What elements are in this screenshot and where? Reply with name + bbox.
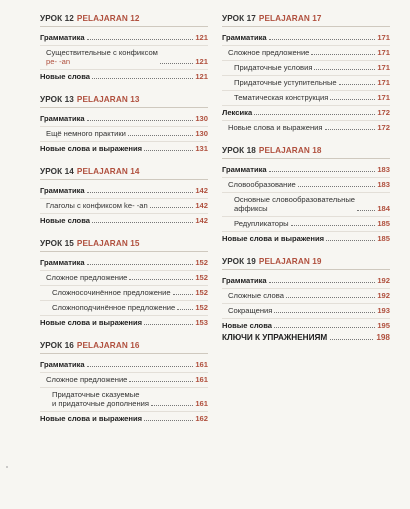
leader-dots bbox=[330, 339, 373, 340]
leader-dots bbox=[128, 135, 193, 136]
lesson-number-id: PELAJARAN 18 bbox=[258, 146, 322, 155]
toc-entry-title bbox=[222, 93, 328, 102]
lesson-block bbox=[222, 14, 390, 135]
lesson-number-id: PELAJARAN 12 bbox=[76, 14, 140, 23]
lesson-number-id: PELAJARAN 14 bbox=[76, 167, 140, 176]
lesson-block bbox=[40, 167, 208, 228]
toc-entry-text-line2: и придаточные дополнения bbox=[52, 399, 150, 408]
toc-entry-page: 195 bbox=[377, 321, 390, 330]
toc-entry-text: Придаточные сказуемые bbox=[52, 390, 140, 399]
toc-entry bbox=[222, 121, 390, 135]
toc-entry-title bbox=[222, 180, 296, 189]
toc-entry-text: Существительные с конфиксом bbox=[46, 48, 158, 57]
lesson-block bbox=[40, 341, 208, 426]
toc-entry-title bbox=[40, 201, 148, 210]
lesson-block bbox=[222, 257, 390, 333]
toc-entry bbox=[40, 142, 208, 156]
toc-entry-title bbox=[40, 258, 85, 267]
lesson-number-ru: УРОК 19 bbox=[222, 257, 256, 266]
toc-entry bbox=[40, 214, 208, 228]
toc-entry-page: 152 bbox=[195, 288, 208, 297]
leader-dots bbox=[269, 39, 376, 40]
lesson-number-ru: УРОК 12 bbox=[40, 14, 74, 23]
leader-dots bbox=[144, 324, 193, 325]
lesson-heading bbox=[40, 95, 208, 108]
toc-entry-text: Новые слова и выражения bbox=[222, 234, 325, 243]
toc-entry-text: Грамматика bbox=[40, 33, 85, 42]
lesson-number-id: PELAJARAN 16 bbox=[76, 341, 140, 350]
toc-entry-text: Лексика bbox=[222, 108, 253, 117]
toc-entry bbox=[40, 358, 208, 373]
leader-dots bbox=[326, 240, 375, 241]
toc-entry-title bbox=[40, 72, 90, 81]
toc-entry bbox=[222, 319, 390, 333]
toc-entry bbox=[40, 286, 208, 301]
leader-dots bbox=[330, 99, 375, 100]
toc-entry-text: Новые слова bbox=[40, 216, 90, 225]
toc-entry-text: Сокращения bbox=[228, 306, 273, 315]
toc-entry-text: Грамматика bbox=[40, 186, 85, 195]
toc-entry-title bbox=[222, 165, 267, 174]
toc-entry-title bbox=[40, 390, 149, 408]
leader-dots bbox=[339, 84, 376, 85]
toc-entry-page: 121 bbox=[195, 33, 208, 42]
toc-entry bbox=[222, 193, 390, 217]
toc-entry bbox=[40, 112, 208, 127]
toc-entry-text: Грамматика bbox=[40, 360, 85, 369]
lesson-heading bbox=[40, 239, 208, 252]
lesson-heading bbox=[40, 167, 208, 180]
toc-entry-text: Новые слова и выражения bbox=[40, 318, 143, 327]
leader-dots bbox=[151, 405, 193, 406]
toc-entry bbox=[222, 232, 390, 246]
leader-dots bbox=[87, 192, 194, 193]
answer-keys-entry bbox=[222, 333, 390, 342]
toc-entry bbox=[40, 412, 208, 426]
lesson-number-ru: УРОК 15 bbox=[40, 239, 74, 248]
lesson-number-id: PELAJARAN 17 bbox=[258, 14, 322, 23]
toc-entry-title bbox=[40, 129, 126, 138]
toc-entry-page: 185 bbox=[377, 219, 390, 228]
toc-entry-title bbox=[222, 195, 355, 213]
lesson-number-ru: УРОК 17 bbox=[222, 14, 256, 23]
lesson-number-id: PELAJARAN 15 bbox=[76, 239, 140, 248]
leader-dots bbox=[129, 381, 193, 382]
toc-entry-text: Тематическая конструкция bbox=[234, 93, 329, 102]
toc-entry-text: Грамматика bbox=[40, 114, 85, 123]
toc-entry-title bbox=[40, 303, 175, 312]
toc-entry-text: Новые слова bbox=[40, 72, 90, 81]
leader-dots bbox=[177, 309, 193, 310]
toc-entry-title bbox=[40, 33, 85, 42]
toc-entry bbox=[222, 76, 390, 91]
toc-entry-text: Словообразование bbox=[228, 180, 296, 189]
lesson-number-id: PELAJARAN 13 bbox=[76, 95, 140, 104]
toc-entry-page: 161 bbox=[195, 399, 208, 408]
answer-keys-title: КЛЮЧИ К УПРАЖНЕНИЯМ bbox=[222, 333, 328, 342]
lesson-number-id: PELAJARAN 19 bbox=[258, 257, 322, 266]
leader-dots bbox=[87, 264, 194, 265]
lesson-number-ru: УРОК 16 bbox=[40, 341, 74, 350]
toc-entry-text: Редупликаторы bbox=[234, 219, 289, 228]
toc-entry-page: 121 bbox=[195, 72, 208, 81]
toc-entry bbox=[40, 70, 208, 84]
toc-entry-page: 152 bbox=[195, 273, 208, 282]
toc-entry-title bbox=[222, 108, 252, 117]
leader-dots bbox=[173, 294, 194, 295]
toc-entry-title bbox=[40, 318, 142, 327]
toc-entry-page: 172 bbox=[377, 123, 390, 132]
toc-entry-page: 184 bbox=[377, 204, 390, 213]
toc-right-column bbox=[222, 14, 390, 344]
toc-entry-title bbox=[40, 144, 142, 153]
leader-dots bbox=[87, 39, 194, 40]
toc-entry-page: 161 bbox=[195, 360, 208, 369]
toc-entry-page: 183 bbox=[377, 165, 390, 174]
leader-dots bbox=[274, 312, 375, 313]
toc-entry-page: 192 bbox=[377, 276, 390, 285]
toc-entry-text: Новые слова и выражения bbox=[228, 123, 323, 132]
toc-entry-text: Новые слова и выражения bbox=[40, 144, 143, 153]
lesson-heading bbox=[222, 14, 390, 27]
toc-entry bbox=[222, 163, 390, 178]
toc-entry-text: Грамматика bbox=[222, 33, 267, 42]
leader-dots bbox=[274, 327, 375, 328]
toc-entry-text-line2: аффиксы bbox=[234, 204, 268, 213]
answer-keys-page: 198 bbox=[376, 333, 390, 342]
toc-entry-text: Придаточные уступительные bbox=[234, 78, 337, 87]
leader-dots bbox=[144, 150, 193, 151]
toc-entry-title bbox=[40, 375, 127, 384]
toc-entry-text-line2: pe- -an bbox=[46, 57, 71, 66]
toc-entry bbox=[222, 178, 390, 193]
toc-entry bbox=[40, 199, 208, 214]
toc-entry bbox=[40, 316, 208, 330]
toc-entry-page: 171 bbox=[377, 63, 390, 72]
toc-entry-title bbox=[222, 291, 284, 300]
toc-entry-page: 130 bbox=[195, 114, 208, 123]
toc-entry-title bbox=[222, 63, 312, 72]
toc-entry bbox=[40, 31, 208, 46]
toc-entry-page: 152 bbox=[195, 303, 208, 312]
toc-entry-title bbox=[222, 33, 267, 42]
toc-entry-page: 192 bbox=[377, 291, 390, 300]
leader-dots bbox=[92, 222, 193, 223]
toc-entry-page: 171 bbox=[377, 33, 390, 42]
lesson-number-ru: УРОК 18 bbox=[222, 146, 256, 155]
toc-entry bbox=[40, 127, 208, 142]
toc-entry-title bbox=[40, 273, 127, 282]
toc-entry-title bbox=[40, 114, 85, 123]
toc-entry-page: 121 bbox=[195, 57, 208, 66]
toc-entry-title bbox=[40, 288, 171, 297]
toc-entry-title bbox=[222, 234, 324, 243]
toc-entry-text: Грамматика bbox=[222, 165, 267, 174]
leader-dots bbox=[254, 114, 375, 115]
toc-entry-page: 162 bbox=[195, 414, 208, 423]
toc-entry-text: Придаточные условия bbox=[234, 63, 313, 72]
toc-entry-page: 142 bbox=[195, 216, 208, 225]
leader-dots bbox=[87, 120, 194, 121]
toc-entry-page: 183 bbox=[377, 180, 390, 189]
lesson-number-ru: УРОК 13 bbox=[40, 95, 74, 104]
toc-entry bbox=[40, 373, 208, 388]
toc-entry bbox=[222, 61, 390, 76]
toc-entry-text: Сложные слова bbox=[228, 291, 284, 300]
leader-dots bbox=[357, 210, 375, 211]
leader-dots bbox=[129, 279, 193, 280]
lesson-heading bbox=[222, 146, 390, 159]
toc-entry-text: Ещё немного практики bbox=[46, 129, 126, 138]
toc-left-column bbox=[40, 14, 208, 437]
toc-entry-text: Сложноподчинённое предложение bbox=[52, 303, 176, 312]
toc-entry-title bbox=[40, 216, 90, 225]
toc-entry bbox=[222, 274, 390, 289]
toc-entry-page: 171 bbox=[377, 93, 390, 102]
leader-dots bbox=[269, 282, 376, 283]
toc-entry bbox=[40, 184, 208, 199]
toc-entry-page: 130 bbox=[195, 129, 208, 138]
leader-dots bbox=[87, 366, 194, 367]
leader-dots bbox=[269, 171, 376, 172]
toc-entry-page: 172 bbox=[377, 108, 390, 117]
toc-entry-title bbox=[222, 78, 337, 87]
toc-entry-text: Грамматика bbox=[222, 276, 267, 285]
toc-entry-title bbox=[222, 48, 309, 57]
toc-entry bbox=[40, 301, 208, 316]
leader-dots bbox=[286, 297, 375, 298]
toc-entry-text: Сложносочинённое предложение bbox=[52, 288, 171, 297]
toc-entry bbox=[222, 46, 390, 61]
lesson-block bbox=[40, 95, 208, 156]
toc-entry-page: 193 bbox=[377, 306, 390, 315]
toc-entry-page: 185 bbox=[377, 234, 390, 243]
toc-entry-text: Сложное предложение bbox=[228, 48, 310, 57]
toc-entry-text: Новые слова bbox=[222, 321, 272, 330]
toc-entry-page: 152 bbox=[195, 258, 208, 267]
page-speck bbox=[6, 466, 8, 468]
toc-entry bbox=[222, 106, 390, 121]
toc-entry bbox=[222, 304, 390, 319]
lesson-block bbox=[40, 239, 208, 330]
toc-entry-page: 153 bbox=[195, 318, 208, 327]
leader-dots bbox=[314, 69, 375, 70]
toc-entry-page: 131 bbox=[195, 144, 208, 153]
toc-entry-text: Новые слова и выражения bbox=[40, 414, 143, 423]
toc-entry bbox=[40, 46, 208, 70]
toc-entry-title bbox=[222, 321, 272, 330]
toc-entry-page: 161 bbox=[195, 375, 208, 384]
leader-dots bbox=[92, 78, 193, 79]
toc-entry bbox=[40, 271, 208, 286]
lesson-block bbox=[222, 146, 390, 246]
leader-dots bbox=[325, 129, 376, 130]
lesson-block bbox=[40, 14, 208, 84]
toc-entry-page: 171 bbox=[377, 48, 390, 57]
leader-dots bbox=[150, 207, 194, 208]
toc-entry bbox=[222, 91, 390, 106]
leader-dots bbox=[291, 225, 376, 226]
toc-entry-title bbox=[40, 48, 158, 66]
toc-entry bbox=[222, 31, 390, 46]
toc-entry-title bbox=[222, 276, 267, 285]
leader-dots bbox=[144, 420, 193, 421]
toc-entry-page: 142 bbox=[195, 201, 208, 210]
toc-entry-text: Сложное предложение bbox=[46, 273, 128, 282]
toc-entry-text: Грамматика bbox=[40, 258, 85, 267]
lesson-heading bbox=[40, 341, 208, 354]
toc-entry-title bbox=[222, 306, 272, 315]
toc-entry bbox=[222, 217, 390, 232]
toc-entry-title bbox=[40, 186, 85, 195]
toc-entry-title bbox=[40, 360, 85, 369]
toc-entry-text: Сложное предложение bbox=[46, 375, 128, 384]
toc-entry-text: Основные словообразовательные bbox=[234, 195, 356, 204]
toc-entry-title bbox=[222, 219, 289, 228]
leader-dots bbox=[298, 186, 376, 187]
leader-dots bbox=[160, 63, 193, 64]
lesson-number-ru: УРОК 14 bbox=[40, 167, 74, 176]
toc-entry bbox=[40, 256, 208, 271]
toc-entry-text: Глаголы с конфиксом ke- -an bbox=[46, 201, 148, 210]
toc-entry-page: 171 bbox=[377, 78, 390, 87]
toc-entry-page: 142 bbox=[195, 186, 208, 195]
leader-dots bbox=[311, 54, 375, 55]
toc-entry-title bbox=[40, 414, 142, 423]
toc-entry-title bbox=[222, 123, 323, 132]
lesson-heading bbox=[222, 257, 390, 270]
toc-entry bbox=[40, 388, 208, 412]
toc-entry bbox=[222, 289, 390, 304]
lesson-heading bbox=[40, 14, 208, 27]
